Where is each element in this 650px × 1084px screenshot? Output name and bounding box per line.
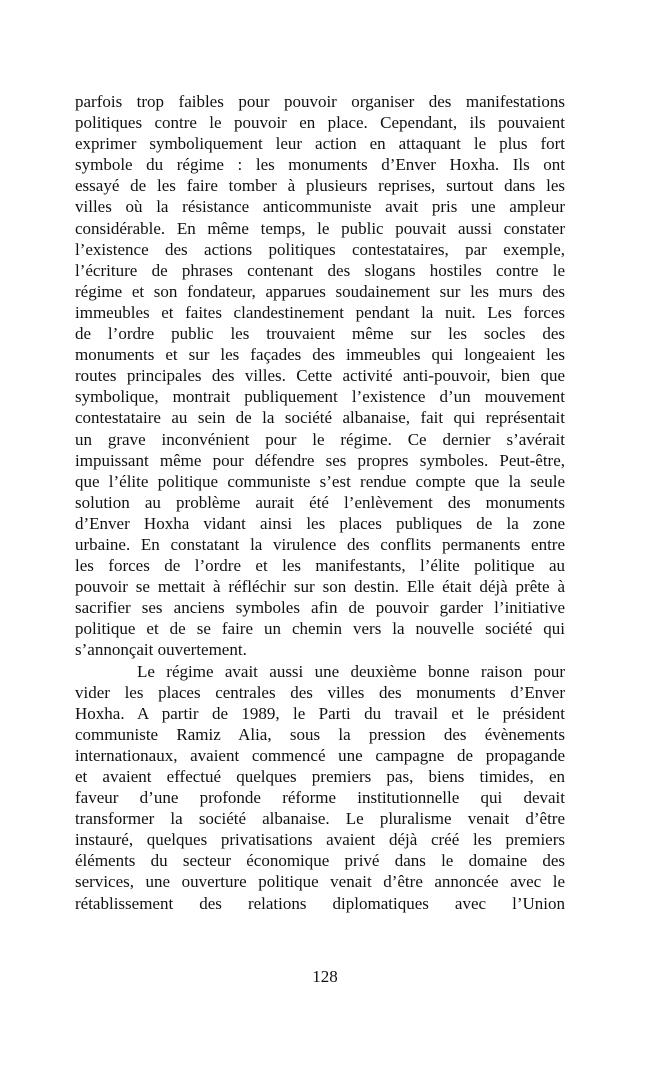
page-number: 128	[312, 967, 338, 986]
text-line: et avaient effectué quelques premiers pas, biens timides, en	[75, 767, 565, 786]
text-line: les forces de l’ordre et les manifestants, l’élite politique au	[75, 556, 565, 576]
text-line: villes où la résistance anticommuniste avait pris une ampleur	[75, 197, 565, 217]
text-line: parfois trop faibles pour pouvoir organiser des manifestations	[75, 92, 565, 111]
paragraph	[75, 661, 565, 914]
text-line: pouvoir se mettait à réfléchir sur son destin. Elle était déjà prête à	[75, 577, 565, 597]
text-line: rétablissement des relations diplomatiques avec l’Union	[75, 893, 565, 913]
text-line: de l’ordre public les trouvaient même sur les socles des	[75, 324, 565, 344]
text-line: Le régime avait aussi une deuxième bonne raison pour	[137, 661, 565, 681]
body-text	[75, 91, 565, 914]
text-line: symbolique, montrait publiquement l’existence d’un mouvement	[75, 387, 565, 407]
text-line: instauré, quelques privatisations avaient déjà créé les premiers	[75, 830, 565, 850]
text-line: s’annonçait ouvertement.	[75, 640, 247, 660]
text-line: monuments et sur les façades des immeubles qui longeaient les	[75, 345, 565, 365]
text-line: exprimer symboliquement leur action en attaquant le plus fort	[75, 134, 565, 154]
paragraph	[75, 91, 565, 661]
text-line: urbaine. En constatant la virulence des conflits permanents entre	[75, 534, 565, 554]
text-line: solution au problème aurait été l’enlèvement des monuments	[75, 492, 565, 512]
text-line: transformer la société albanaise. Le pluralisme venait d’être	[75, 809, 565, 829]
text-line: symbole du régime : les monuments d’Enver Hoxha. Ils ont	[75, 155, 565, 175]
text-line: l’écriture de phrases contenant des slogans hostiles contre le	[75, 260, 565, 280]
text-line: communiste Ramiz Alia, sous la pression des évènements	[75, 724, 565, 744]
text-line: l’existence des actions politiques contestataires, par exemple,	[75, 239, 565, 259]
text-line: internationaux, avaient commencé une campagne de propagande	[75, 745, 565, 765]
text-line: éléments du secteur économique privé dans le domaine des	[75, 851, 565, 871]
text-line: services, une ouverture politique venait d’être annoncée avec le	[75, 872, 565, 892]
text-line: que l’élite politique communiste s’est rendue compte que la seule	[75, 471, 565, 491]
text-line: politiques contre le pouvoir en place. Cependant, ils pouvaient	[75, 113, 565, 133]
text-line: Hoxha. A partir de 1989, le Parti du travail et le président	[75, 703, 565, 723]
text-line: immeubles et faites clandestinement pendant la nuit. Les forces	[75, 302, 565, 322]
text-line: sacrifier ses anciens symboles afin de pouvoir garder l’initiative	[75, 598, 565, 618]
text-line: vider les places centrales des villes des monuments d’Enver	[75, 682, 565, 702]
text-line: essayé de les faire tomber à plusieurs reprises, surtout dans les	[75, 176, 565, 196]
text-line: politique et de se faire un chemin vers la nouvelle société qui	[75, 619, 565, 639]
text-line: considérable. En même temps, le public pouvait aussi constater	[75, 218, 565, 238]
text-line: régime et son fondateur, apparues soudainement sur les murs des	[75, 281, 565, 301]
text-line: impuissant même pour défendre ses propres symboles. Peut-être,	[75, 450, 565, 470]
text-line: routes principales des villes. Cette activité anti-pouvoir, bien que	[75, 366, 565, 386]
text-line: contestataire au sein de la société albanaise, fait qui représentait	[75, 408, 565, 428]
text-line: faveur d’une profonde réforme institutionnelle qui devait	[75, 788, 565, 808]
text-line: d’Enver Hoxha vidant ainsi les places publiques de la zone	[75, 513, 565, 533]
text-line: un grave inconvénient pour le régime. Ce dernier s’avérait	[75, 429, 565, 449]
